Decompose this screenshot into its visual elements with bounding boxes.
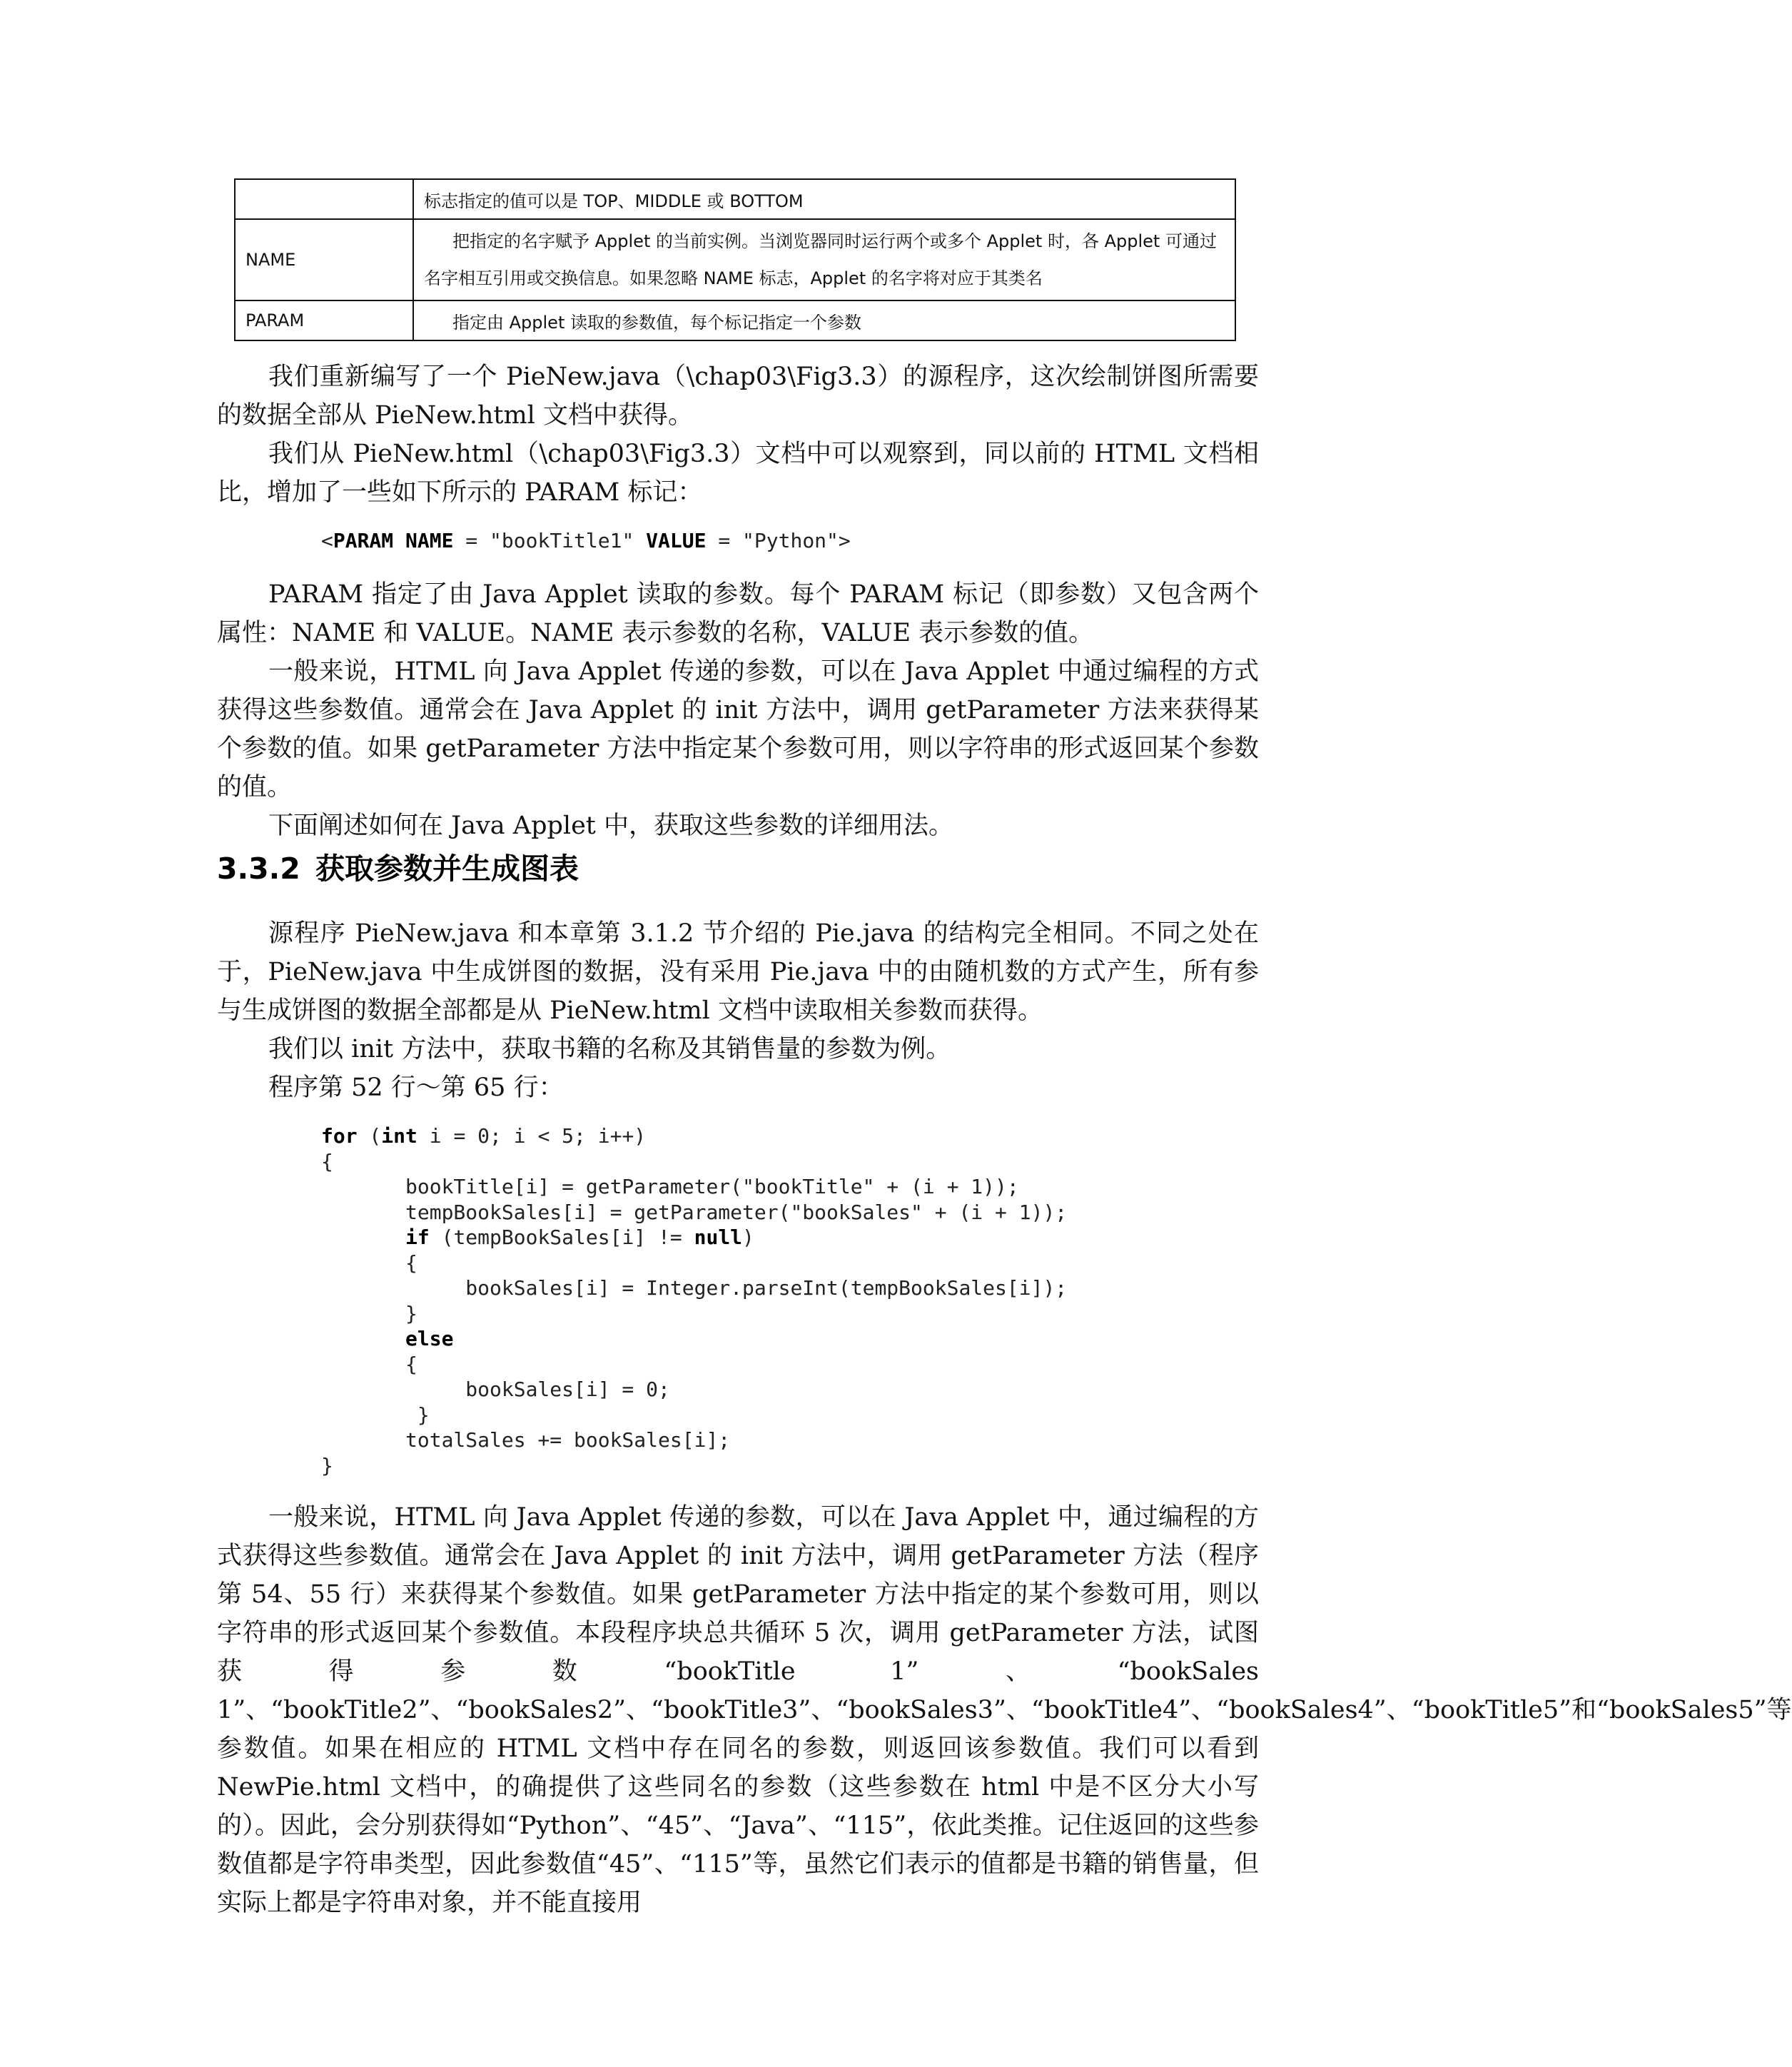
table-cell-desc bbox=[413, 300, 1235, 340]
paragraph: 我们从 PieNew.html（\chap03\Fig3.3）文档中可以观察到，同以前的 HTML 文档相比，增加了一些如下所示的 PARAM 标记： bbox=[217, 440, 1259, 507]
paragraph: 下面阐述如何在 Java Applet 中，获取这些参数的详细用法。 bbox=[268, 812, 953, 840]
paragraph: 一般来说，HTML 向 Java Applet 传递的参数，可以在 Java Applet 中通过编程的方式获得这些参数值。通常会在 Java Applet 的 init 方法中，调用 getParameter 方法来获得某个参数的值。如果 getParameter 方法中指定某个参数可用，则以字符串的形式返回某个参数的值。 bbox=[217, 657, 1259, 802]
section-heading bbox=[217, 845, 579, 887]
table-row bbox=[235, 179, 1235, 219]
paragraph: 我们重新编写了一个 PieNew.java（\chap03\Fig3.3）的源程序，这次绘制饼图所需要的数据全部从 PieNew.html 文档中获得。 bbox=[217, 363, 1259, 430]
table-cell-name: NAME bbox=[235, 219, 413, 300]
table-cell-line: 指定由 Applet 读取的参数值，每个标记指定一个参数 bbox=[452, 312, 861, 333]
table-cell-line: 把指定的名字赋予 Applet 的当前实例。当浏览器同时运行两个或多个 Applet 时，各 Applet 可通过 bbox=[452, 231, 1217, 251]
applet-attribute-table bbox=[234, 178, 1236, 341]
paragraph: 一般来说，HTML 向 Java Applet 传递的参数，可以在 Java Applet 中，通过编程的方式获得这些参数值。通常会在 Java Applet 的 init 方法中，调用 getParameter 方法（程序第 54、55 行）来获得某个参数值。如果 getParameter 方法中指定的某个参数可用，则以字符串的形式返回某个参数值。本段程序块总共循环 5 次，调用 getParameter 方法，试图获得参数“bookTitle 1”、“bookSales 1”、“bookTitle2”、“bookSales2”、“bookTitle3”、“bookSales3”、“bookTitle4”、“bookSales4”、“bookTitle5”和“bookSales5”等参数值。如果在相应的 HTML 文档中存在同名的参数，则返回该参数值。我们可以看到 NewPie.html 文档中，的确提供了这些同名的参数（这些参数在 html 中是不区分大小写的）。因此，会分别获得如“Python”、“45”、“Java”、“115”，依此类推。记住返回的这些参数值都是字符串类型，因此参数值“45”、“115”等，虽然它们表示的值都是书籍的销售量，但实际上都是字符串对象，并不能直接用 bbox=[217, 1503, 1792, 1917]
code-snippet-loop: for (int i = 0; i < 5; i++) { bookTitle[i] = getParameter("bookTitle" + (i + 1)); tempBookSales[i] = getParameter("bookSales" + (i + 1)); if (tempBookSales[i] != null) { bookSales[i] = Integer.parseInt(tempBookSales[i]); } else { bookSales[i] = 0; } totalSales += bookSales[i]; } bbox=[321, 1124, 1068, 1477]
section-title: 获取参数并生成图表 bbox=[315, 851, 579, 886]
table-cell-name bbox=[235, 179, 413, 219]
text-block-param bbox=[217, 575, 1259, 845]
code-snippet-param: <PARAM NAME = "bookTitle1" VALUE = "Python"> bbox=[321, 529, 851, 552]
paragraph: 程序第 52 行～第 65 行： bbox=[268, 1073, 564, 1102]
paragraph: 源程序 PieNew.java 和本章第 3.1.2 节介绍的 Pie.java 的结构完全相同。不同之处在于，PieNew.java 中生成饼图的数据，没有采用 Pie.java 中的由随机数的方式产生，所有参与生成饼图的数据全部都是从 PieNew.html 文档中读取相关参数而获得。 bbox=[217, 919, 1259, 1025]
table-cell-line: 名字相互引用或交换信息。如果忽略 NAME 标志，Applet 的名字将对应于其类名 bbox=[424, 268, 1043, 288]
table-cell-desc bbox=[413, 179, 1235, 219]
paragraph: 我们以 init 方法中，获取书籍的名称及其销售量的参数为例。 bbox=[268, 1035, 951, 1063]
text-block-explain bbox=[217, 1498, 1792, 1922]
table-cell-name: PARAM bbox=[235, 300, 413, 340]
table-cell-desc bbox=[413, 219, 1235, 300]
text-block-intro bbox=[217, 358, 1259, 512]
table-row bbox=[235, 219, 1235, 300]
section-number: 3.3.2 bbox=[217, 851, 300, 886]
paragraph: PARAM 指定了由 Java Applet 读取的参数。每个 PARAM 标记（即参数）又包含两个属性：NAME 和 VALUE。NAME 表示参数的名称，VALUE 表示参数的值。 bbox=[217, 580, 1259, 647]
text-block-section bbox=[217, 914, 1259, 1107]
table-row bbox=[235, 300, 1235, 340]
table-cell-line: 标志指定的值可以是 TOP、MIDDLE 或 BOTTOM bbox=[424, 191, 804, 211]
